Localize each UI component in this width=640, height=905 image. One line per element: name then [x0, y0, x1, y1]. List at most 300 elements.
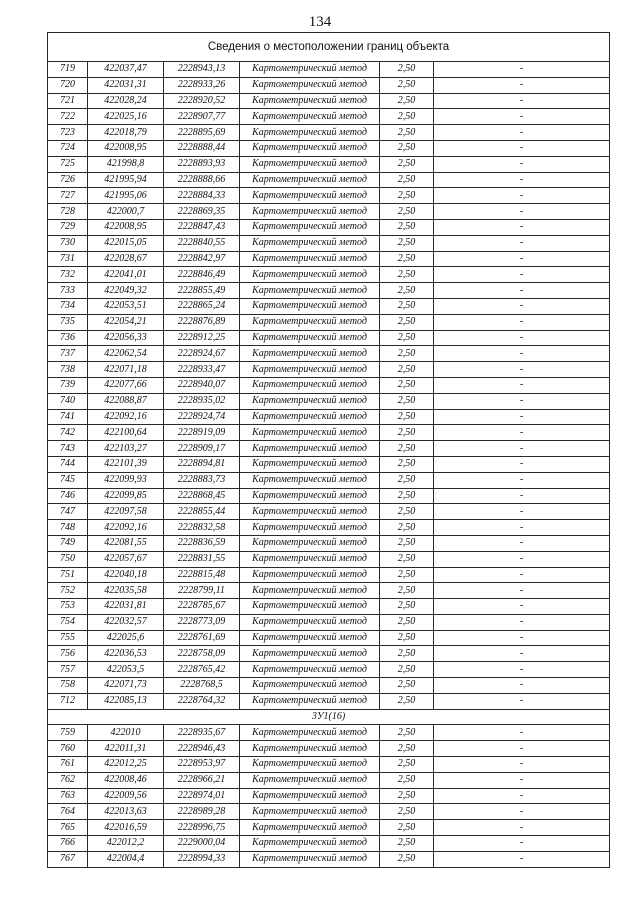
point-number: 763 [48, 788, 88, 804]
coordinate-x: 422049,32 [88, 283, 164, 299]
point-number: 727 [48, 188, 88, 204]
coordinate-x: 422053,5 [88, 662, 164, 678]
dash-cell: - [434, 725, 610, 741]
dash-cell: - [434, 109, 610, 125]
dash-cell: - [434, 362, 610, 378]
method-cell: Картометрический метод [240, 188, 380, 204]
coordinate-y: 2228924,74 [164, 409, 240, 425]
point-number: 743 [48, 441, 88, 457]
dash-cell: - [434, 583, 610, 599]
accuracy-cell: 2,50 [380, 788, 434, 804]
method-cell: Картометрический метод [240, 314, 380, 330]
dash-cell: - [434, 172, 610, 188]
dash-cell: - [434, 488, 610, 504]
dash-cell: - [434, 851, 610, 867]
table-row [48, 678, 610, 694]
accuracy-cell: 2,50 [380, 298, 434, 314]
point-number: 752 [48, 583, 88, 599]
table-row [48, 488, 610, 504]
coordinate-y: 2228764,32 [164, 693, 240, 709]
point-number: 764 [48, 804, 88, 820]
dash-cell: - [434, 535, 610, 551]
method-cell: Картометрический метод [240, 346, 380, 362]
dash-cell: - [434, 441, 610, 457]
coordinate-y: 2228989,28 [164, 804, 240, 820]
dash-cell: - [434, 62, 610, 78]
table-row [48, 377, 610, 393]
table-title: Сведения о местоположении границ объекта [48, 33, 610, 62]
table-row [48, 662, 610, 678]
accuracy-cell: 2,50 [380, 693, 434, 709]
dash-cell: - [434, 93, 610, 109]
coordinate-x: 422099,85 [88, 488, 164, 504]
coordinate-x: 422025,6 [88, 630, 164, 646]
accuracy-cell: 2,50 [380, 219, 434, 235]
accuracy-cell: 2,50 [380, 488, 434, 504]
coordinate-x: 422099,93 [88, 472, 164, 488]
point-number: 750 [48, 551, 88, 567]
table-row [48, 346, 610, 362]
point-number: 744 [48, 456, 88, 472]
coordinate-y: 2228773,09 [164, 614, 240, 630]
point-number: 732 [48, 267, 88, 283]
accuracy-cell: 2,50 [380, 757, 434, 773]
point-number: 729 [48, 219, 88, 235]
table-row [48, 409, 610, 425]
accuracy-cell: 2,50 [380, 393, 434, 409]
coordinate-x: 422101,39 [88, 456, 164, 472]
dash-cell: - [434, 204, 610, 220]
coordinate-x: 422028,67 [88, 251, 164, 267]
coordinate-y: 2228883,73 [164, 472, 240, 488]
accuracy-cell: 2,50 [380, 140, 434, 156]
point-number: 758 [48, 678, 88, 694]
method-cell: Картометрический метод [240, 678, 380, 694]
method-cell: Картометрический метод [240, 583, 380, 599]
coordinate-y: 2228919,09 [164, 425, 240, 441]
coordinate-x: 422018,79 [88, 125, 164, 141]
method-cell: Картометрический метод [240, 772, 380, 788]
point-number: 746 [48, 488, 88, 504]
point-number: 751 [48, 567, 88, 583]
coordinate-y: 2228855,44 [164, 504, 240, 520]
dash-cell: - [434, 409, 610, 425]
accuracy-cell: 2,50 [380, 820, 434, 836]
dash-cell: - [434, 630, 610, 646]
point-number: 731 [48, 251, 88, 267]
point-number: 756 [48, 646, 88, 662]
coordinate-x: 422092,16 [88, 409, 164, 425]
table-row [48, 204, 610, 220]
accuracy-cell: 2,50 [380, 456, 434, 472]
dash-cell: - [434, 456, 610, 472]
dash-cell: - [434, 267, 610, 283]
table-row [48, 804, 610, 820]
accuracy-cell: 2,50 [380, 425, 434, 441]
point-number: 767 [48, 851, 88, 867]
accuracy-cell: 2,50 [380, 851, 434, 867]
coordinate-y: 2228909,17 [164, 441, 240, 457]
point-number: 745 [48, 472, 88, 488]
point-number: 737 [48, 346, 88, 362]
table-row [48, 646, 610, 662]
accuracy-cell: 2,50 [380, 251, 434, 267]
coordinate-y: 2228943,13 [164, 62, 240, 78]
dash-cell: - [434, 251, 610, 267]
table-row [48, 393, 610, 409]
method-cell: Картометрический метод [240, 488, 380, 504]
coordinate-x: 422012,25 [88, 757, 164, 773]
dash-cell: - [434, 219, 610, 235]
point-number: 753 [48, 599, 88, 615]
coordinate-y: 2228935,02 [164, 393, 240, 409]
method-cell: Картометрический метод [240, 330, 380, 346]
dash-cell: - [434, 472, 610, 488]
table-row [48, 314, 610, 330]
accuracy-cell: 2,50 [380, 662, 434, 678]
coordinate-x: 422036,53 [88, 646, 164, 662]
method-cell: Картометрический метод [240, 77, 380, 93]
table-row [48, 251, 610, 267]
accuracy-cell: 2,50 [380, 377, 434, 393]
dash-cell: - [434, 377, 610, 393]
table-row [48, 504, 610, 520]
coordinate-x: 422085,13 [88, 693, 164, 709]
accuracy-cell: 2,50 [380, 599, 434, 615]
accuracy-cell: 2,50 [380, 125, 434, 141]
accuracy-cell: 2,50 [380, 188, 434, 204]
dash-cell: - [434, 804, 610, 820]
table-row [48, 267, 610, 283]
dash-cell: - [434, 235, 610, 251]
coordinate-x: 422016,59 [88, 820, 164, 836]
coordinate-x: 422025,16 [88, 109, 164, 125]
dash-cell: - [434, 567, 610, 583]
coordinate-x: 422008,95 [88, 140, 164, 156]
coordinate-y: 2228785,67 [164, 599, 240, 615]
table-row [48, 630, 610, 646]
point-number: 720 [48, 77, 88, 93]
method-cell: Картометрический метод [240, 377, 380, 393]
coordinate-y: 2228832,58 [164, 520, 240, 536]
dash-cell: - [434, 662, 610, 678]
method-cell: Картометрический метод [240, 156, 380, 172]
point-number: 723 [48, 125, 88, 141]
table-row [48, 283, 610, 299]
coordinate-x: 422008,95 [88, 219, 164, 235]
coordinate-y: 2228836,59 [164, 535, 240, 551]
point-number: 725 [48, 156, 88, 172]
method-cell: Картометрический метод [240, 251, 380, 267]
table-row [48, 693, 610, 709]
accuracy-cell: 2,50 [380, 409, 434, 425]
method-cell: Картометрический метод [240, 725, 380, 741]
coordinate-y: 2229000,04 [164, 836, 240, 852]
coordinate-y: 2228846,49 [164, 267, 240, 283]
coordinate-y: 2228907,77 [164, 109, 240, 125]
section-row [48, 709, 610, 725]
table-row [48, 614, 610, 630]
accuracy-cell: 2,50 [380, 235, 434, 251]
point-number: 726 [48, 172, 88, 188]
accuracy-cell: 2,50 [380, 646, 434, 662]
coordinate-x: 422032,57 [88, 614, 164, 630]
coordinate-y: 2228768,5 [164, 678, 240, 694]
point-number: 721 [48, 93, 88, 109]
point-number: 765 [48, 820, 88, 836]
table-row [48, 599, 610, 615]
table-row [48, 441, 610, 457]
table-row [48, 583, 610, 599]
method-cell: Картометрический метод [240, 219, 380, 235]
coordinate-y: 2228842,97 [164, 251, 240, 267]
dash-cell: - [434, 614, 610, 630]
coordinate-x: 422092,16 [88, 520, 164, 536]
point-number: 757 [48, 662, 88, 678]
method-cell: Картометрический метод [240, 804, 380, 820]
table-row [48, 535, 610, 551]
dash-cell: - [434, 836, 610, 852]
method-cell: Картометрический метод [240, 93, 380, 109]
dash-cell: - [434, 757, 610, 773]
coordinate-y: 2228940,07 [164, 377, 240, 393]
accuracy-cell: 2,50 [380, 836, 434, 852]
table-row [48, 820, 610, 836]
method-cell: Картометрический метод [240, 283, 380, 299]
method-cell: Картометрический метод [240, 125, 380, 141]
point-number: 759 [48, 725, 88, 741]
table-row [48, 836, 610, 852]
method-cell: Картометрический метод [240, 741, 380, 757]
accuracy-cell: 2,50 [380, 551, 434, 567]
method-cell: Картометрический метод [240, 62, 380, 78]
point-number: 730 [48, 235, 88, 251]
coordinate-y: 2228946,43 [164, 741, 240, 757]
boundary-table [47, 32, 610, 868]
method-cell: Картометрический метод [240, 393, 380, 409]
table-row [48, 62, 610, 78]
accuracy-cell: 2,50 [380, 346, 434, 362]
coordinate-x: 422008,46 [88, 772, 164, 788]
method-cell: Картометрический метод [240, 362, 380, 378]
accuracy-cell: 2,50 [380, 678, 434, 694]
method-cell: Картометрический метод [240, 204, 380, 220]
accuracy-cell: 2,50 [380, 804, 434, 820]
coordinate-y: 2228884,33 [164, 188, 240, 204]
coordinate-y: 2228895,69 [164, 125, 240, 141]
accuracy-cell: 2,50 [380, 156, 434, 172]
table-row [48, 788, 610, 804]
coordinate-y: 2228799,11 [164, 583, 240, 599]
dash-cell: - [434, 77, 610, 93]
table-row [48, 851, 610, 867]
coordinate-x: 422031,81 [88, 599, 164, 615]
dash-cell: - [434, 346, 610, 362]
coordinate-x: 422056,33 [88, 330, 164, 346]
method-cell: Картометрический метод [240, 409, 380, 425]
dash-cell: - [434, 283, 610, 299]
point-number: 736 [48, 330, 88, 346]
method-cell: Картометрический метод [240, 235, 380, 251]
table-row [48, 188, 610, 204]
accuracy-cell: 2,50 [380, 204, 434, 220]
coordinate-x: 422004,4 [88, 851, 164, 867]
point-number: 760 [48, 741, 88, 757]
table-row [48, 772, 610, 788]
coordinate-x: 422097,58 [88, 504, 164, 520]
section-label: 3У1(16) [48, 709, 610, 725]
table-row [48, 235, 610, 251]
coordinate-x: 421995,06 [88, 188, 164, 204]
method-cell: Картометрический метод [240, 298, 380, 314]
point-number: 766 [48, 836, 88, 852]
method-cell: Картометрический метод [240, 599, 380, 615]
method-cell: Картометрический метод [240, 267, 380, 283]
boundary-table-sheet [47, 32, 609, 868]
coordinate-x: 422081,55 [88, 535, 164, 551]
method-cell: Картометрический метод [240, 140, 380, 156]
coordinate-x: 422012,2 [88, 836, 164, 852]
table-row [48, 425, 610, 441]
coordinate-x: 422071,18 [88, 362, 164, 378]
coordinate-x: 422062,54 [88, 346, 164, 362]
coordinate-y: 2228974,01 [164, 788, 240, 804]
point-number: 712 [48, 693, 88, 709]
method-cell: Картометрический метод [240, 172, 380, 188]
point-number: 749 [48, 535, 88, 551]
method-cell: Картометрический метод [240, 504, 380, 520]
table-row [48, 741, 610, 757]
coordinate-x: 422041,01 [88, 267, 164, 283]
coordinate-x: 422000,7 [88, 204, 164, 220]
coordinate-y: 2228994,33 [164, 851, 240, 867]
coordinate-x: 422013,63 [88, 804, 164, 820]
table-title-row [48, 33, 610, 62]
coordinate-x: 422009,56 [88, 788, 164, 804]
table-row [48, 156, 610, 172]
accuracy-cell: 2,50 [380, 267, 434, 283]
method-cell: Картометрический метод [240, 551, 380, 567]
dash-cell: - [434, 820, 610, 836]
coordinate-x: 422010 [88, 725, 164, 741]
method-cell: Картометрический метод [240, 851, 380, 867]
method-cell: Картометрический метод [240, 662, 380, 678]
accuracy-cell: 2,50 [380, 62, 434, 78]
dash-cell: - [434, 551, 610, 567]
coordinate-x: 421995,94 [88, 172, 164, 188]
dash-cell: - [434, 504, 610, 520]
dash-cell: - [434, 330, 610, 346]
dash-cell: - [434, 788, 610, 804]
method-cell: Картометрический метод [240, 820, 380, 836]
method-cell: Картометрический метод [240, 646, 380, 662]
coordinate-x: 422028,24 [88, 93, 164, 109]
accuracy-cell: 2,50 [380, 630, 434, 646]
coordinate-x: 422088,87 [88, 393, 164, 409]
coordinate-y: 2228831,55 [164, 551, 240, 567]
coordinate-y: 2228894,81 [164, 456, 240, 472]
dash-cell: - [434, 140, 610, 156]
point-number: 747 [48, 504, 88, 520]
coordinate-x: 422015,05 [88, 235, 164, 251]
point-number: 754 [48, 614, 88, 630]
dash-cell: - [434, 156, 610, 172]
accuracy-cell: 2,50 [380, 567, 434, 583]
accuracy-cell: 2,50 [380, 583, 434, 599]
coordinate-y: 2228935,67 [164, 725, 240, 741]
coordinate-y: 2228758,09 [164, 646, 240, 662]
dash-cell: - [434, 188, 610, 204]
method-cell: Картометрический метод [240, 520, 380, 536]
coordinate-x: 422103,27 [88, 441, 164, 457]
accuracy-cell: 2,50 [380, 172, 434, 188]
accuracy-cell: 2,50 [380, 93, 434, 109]
coordinate-y: 2228840,55 [164, 235, 240, 251]
coordinate-x: 422011,31 [88, 741, 164, 757]
coordinate-y: 2228924,67 [164, 346, 240, 362]
table-row [48, 109, 610, 125]
table-row [48, 172, 610, 188]
method-cell: Картометрический метод [240, 788, 380, 804]
coordinate-y: 2228815,48 [164, 567, 240, 583]
coordinate-x: 422054,21 [88, 314, 164, 330]
method-cell: Картометрический метод [240, 614, 380, 630]
table-row [48, 757, 610, 773]
accuracy-cell: 2,50 [380, 520, 434, 536]
coordinate-y: 2228876,89 [164, 314, 240, 330]
coordinate-y: 2228996,75 [164, 820, 240, 836]
point-number: 722 [48, 109, 88, 125]
dash-cell: - [434, 772, 610, 788]
coordinate-y: 2228865,24 [164, 298, 240, 314]
dash-cell: - [434, 646, 610, 662]
accuracy-cell: 2,50 [380, 772, 434, 788]
point-number: 762 [48, 772, 88, 788]
point-number: 740 [48, 393, 88, 409]
coordinate-y: 2228888,66 [164, 172, 240, 188]
method-cell: Картометрический метод [240, 472, 380, 488]
coordinate-x: 421998,8 [88, 156, 164, 172]
table-row [48, 330, 610, 346]
table-row [48, 472, 610, 488]
accuracy-cell: 2,50 [380, 441, 434, 457]
coordinate-y: 2228953,97 [164, 757, 240, 773]
dash-cell: - [434, 314, 610, 330]
point-number: 741 [48, 409, 88, 425]
point-number: 755 [48, 630, 88, 646]
method-cell: Картометрический метод [240, 757, 380, 773]
point-number: 748 [48, 520, 88, 536]
accuracy-cell: 2,50 [380, 314, 434, 330]
table-row [48, 567, 610, 583]
point-number: 728 [48, 204, 88, 220]
table-row [48, 298, 610, 314]
coordinate-x: 422035,58 [88, 583, 164, 599]
coordinate-x: 422040,18 [88, 567, 164, 583]
method-cell: Картометрический метод [240, 441, 380, 457]
accuracy-cell: 2,50 [380, 283, 434, 299]
dash-cell: - [434, 393, 610, 409]
coordinate-y: 2228933,47 [164, 362, 240, 378]
coordinate-y: 2228761,69 [164, 630, 240, 646]
coordinate-y: 2228933,26 [164, 77, 240, 93]
accuracy-cell: 2,50 [380, 362, 434, 378]
coordinate-x: 422057,67 [88, 551, 164, 567]
accuracy-cell: 2,50 [380, 472, 434, 488]
coordinate-y: 2228888,44 [164, 140, 240, 156]
coordinate-x: 422053,51 [88, 298, 164, 314]
method-cell: Картометрический метод [240, 425, 380, 441]
